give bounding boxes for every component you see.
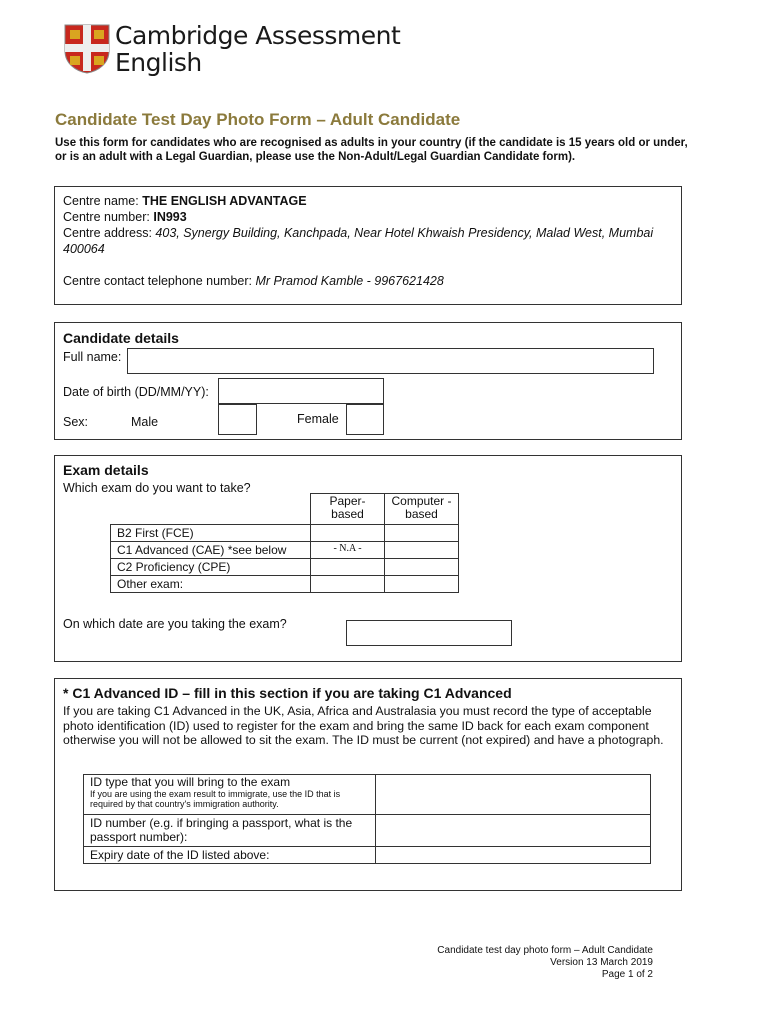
id-number-label: ID number (e.g. if bringing a passport, what is the passport number): bbox=[84, 815, 376, 847]
c1-heading: * C1 Advanced ID – fill in this section if you are taking C1 Advanced bbox=[63, 685, 512, 701]
female-checkbox[interactable] bbox=[346, 404, 384, 435]
col-computer: Computer -based bbox=[385, 494, 459, 525]
centre-number: IN993 bbox=[153, 210, 187, 224]
full-name-field[interactable] bbox=[127, 348, 654, 374]
exam-row: C2 Proficiency (CPE) bbox=[111, 559, 459, 576]
exam-row: Other exam: bbox=[111, 576, 459, 593]
exam-heading: Exam details bbox=[63, 462, 149, 478]
exam-date-question: On which date are you taking the exam? bbox=[63, 617, 287, 631]
computer-cell[interactable] bbox=[385, 525, 459, 542]
male-label: Male bbox=[131, 415, 159, 429]
dob-label: Date of birth (DD/MM/YY): bbox=[63, 385, 209, 399]
form-intro: Use this form for candidates who are recognised as adults in your country (if the candidate is 15 years old or under, or is an adult with a Legal Guardian, please use the Non-Adult/Legal Guardian Candidate form). bbox=[55, 137, 688, 163]
centre-address: 403, Synergy Building, Kanchpada, Near Hotel Khwaish Presidency, Malad West, Mumbai 400064 bbox=[63, 226, 654, 256]
computer-cell[interactable] bbox=[385, 576, 459, 593]
form-title: Candidate Test Day Photo Form – Adult Candidate bbox=[55, 110, 461, 129]
logo-wordmark: Cambridge Assessment English bbox=[115, 21, 401, 77]
paper-cell[interactable] bbox=[311, 576, 385, 593]
id-table bbox=[83, 774, 651, 864]
col-paper: Paper-based bbox=[311, 494, 385, 525]
sex-label: Sex: bbox=[63, 415, 89, 429]
id-type-field[interactable] bbox=[376, 775, 651, 815]
male-checkbox[interactable] bbox=[218, 404, 257, 435]
female-label: Female bbox=[297, 412, 339, 426]
exam-table bbox=[110, 493, 459, 593]
exam-row: C1 Advanced (CAE) *see below - N.A - bbox=[111, 542, 459, 559]
id-number-field[interactable] bbox=[376, 815, 651, 847]
paper-cell[interactable] bbox=[311, 559, 385, 576]
c1-text: If you are taking C1 Advanced in the UK, Asia, Africa and Australasia you must record the type of acceptable photo identification (ID) used to register for the exam and bring the same ID back for each exam component otherwise you will not be allowed to sit the exam. The ID must be current (not expired) and have a photograph. bbox=[63, 704, 664, 747]
expiry-field[interactable] bbox=[376, 847, 651, 864]
candidate-heading: Candidate details bbox=[63, 330, 179, 346]
exam-date-field[interactable] bbox=[346, 620, 512, 646]
paper-cell: - N.A - bbox=[311, 542, 385, 559]
dob-field[interactable] bbox=[218, 378, 384, 404]
centre-details: Centre name: THE ENGLISH ADVANTAGE Centre number: IN993 Centre address: 403, Synergy Building, Kanchpada, Near Hotel Khwaish Presidency, Malad West, Mumbai 400064 Centre contact telephone number: Mr Pramod Kamble - 9967621428 bbox=[63, 194, 654, 288]
centre-name: THE ENGLISH ADVANTAGE bbox=[142, 194, 307, 208]
expiry-label: Expiry date of the ID listed above: bbox=[84, 847, 376, 864]
full-name-label: Full name: bbox=[63, 350, 122, 364]
computer-cell[interactable] bbox=[385, 559, 459, 576]
exam-question: Which exam do you want to take? bbox=[63, 481, 251, 495]
id-type-note: If you are using the exam result to immigrate, use the ID that is required by that country's immigration authority. bbox=[90, 789, 341, 809]
cambridge-shield-logo bbox=[64, 24, 110, 74]
exam-row: B2 First (FCE) bbox=[111, 525, 459, 542]
computer-cell[interactable] bbox=[385, 542, 459, 559]
paper-cell[interactable] bbox=[311, 525, 385, 542]
footer: Candidate test day photo form – Adult Candidate Version 13 March 2019 Page 1 of 2 bbox=[437, 945, 653, 980]
id-type-label: ID type that you will bring to the exam bbox=[90, 775, 291, 789]
centre-phone: Mr Pramod Kamble - 9967621428 bbox=[255, 274, 444, 288]
